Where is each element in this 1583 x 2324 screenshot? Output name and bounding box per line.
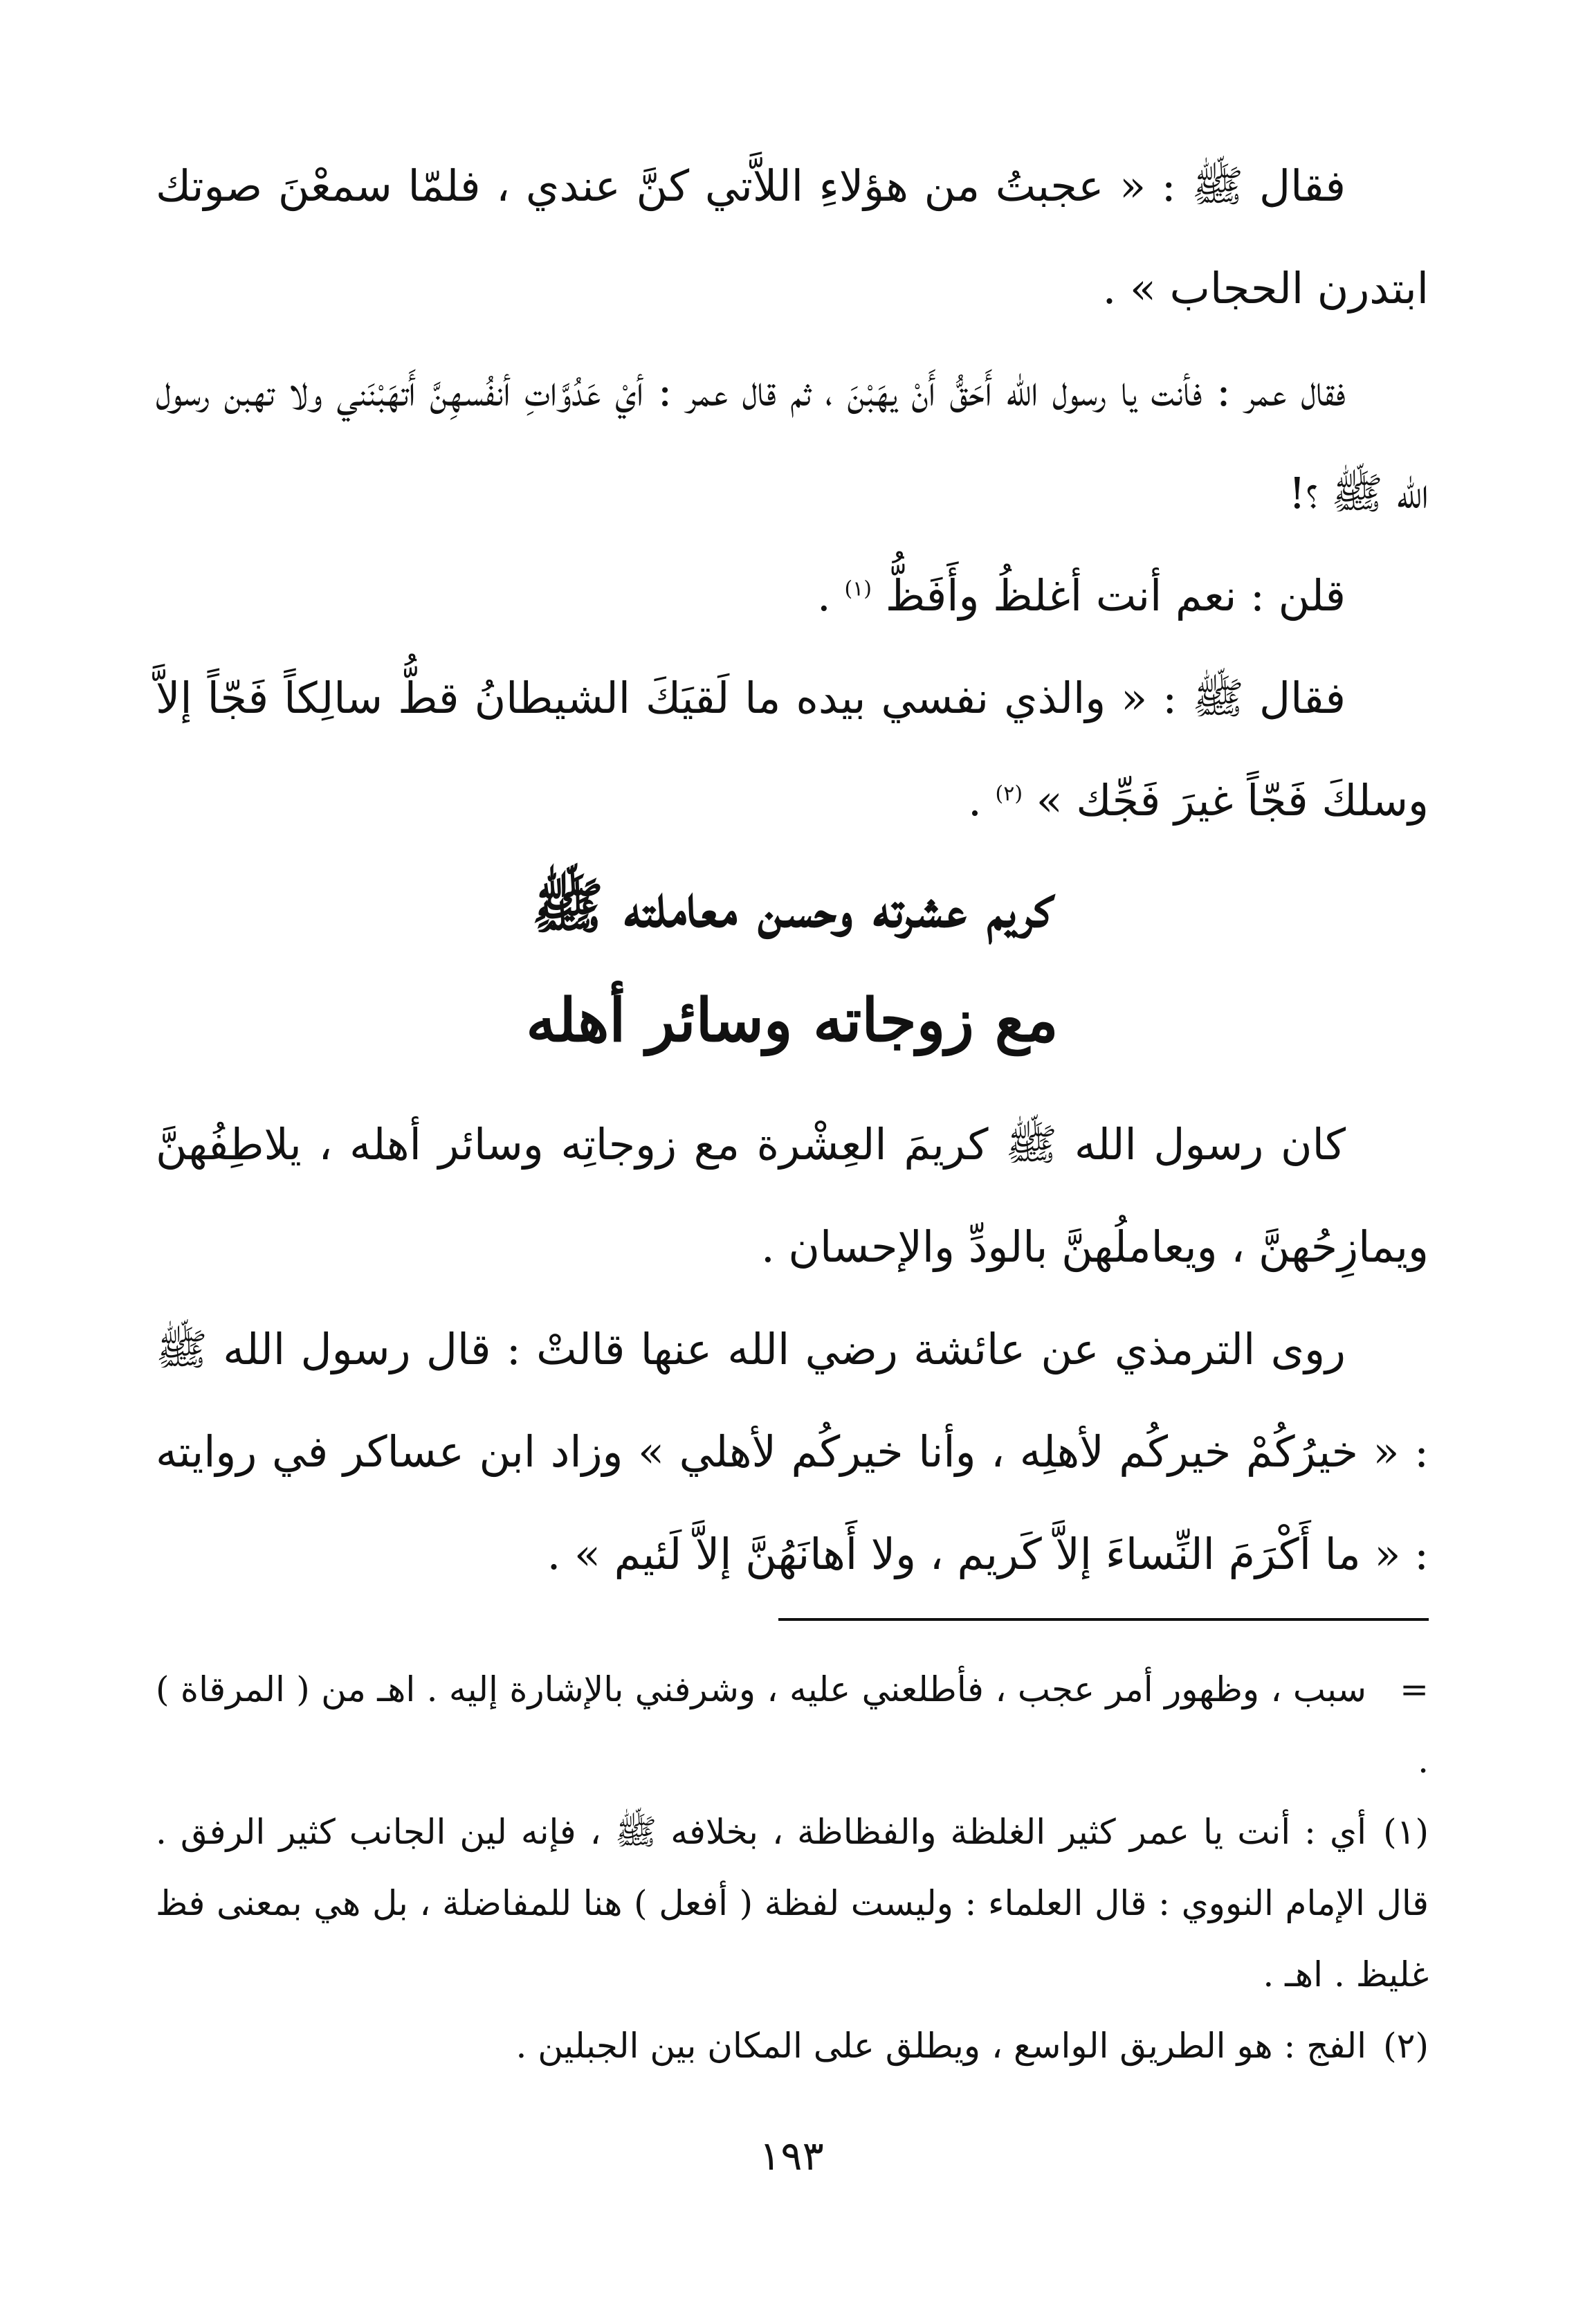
- body-text: [156, 1093, 1429, 1606]
- top-text: [156, 135, 1429, 852]
- fajj-text: فقال ﷺ : « والذي نفسي بيده ما لَقيَكَ الشيطانُ قطُّ سالِكاً فَجّاً إلاَّ وسلكَ فَجّاً غيرَ فَجِّك »: [156, 673, 1429, 826]
- paragraph-qulna: [156, 545, 1429, 647]
- paragraph-hijab: فقال ﷺ : « عجبتُ من هؤلاءِ اللاَّتي كنَّ عندي ، فلمّا سمعْنَ صوتك ابتدرن الحجاب » .: [156, 161, 1429, 314]
- paragraph-tirmidhi: روى الترمذي عن عائشة رضي الله عنها قالتْ : قال رسول الله ﷺ : « خيرُكُمْ خيركُم لأهلِه ، وأنا خيركُم لأهلي » وزاد ابن عساكر في روايته : « ما أَكْرَمَ النِّساءَ إلاَّ كَريم ، ولا أَهانَهُنَّ إلاَّ لَئيم » .: [156, 1324, 1429, 1579]
- paragraph-kind-treatment: كان رسول الله ﷺ كريمَ العِشْرة مع زوجاتِه وسائر أهله ، يلاطِفُهنَّ ويمازِحُهنَّ ، ويعاملُهنَّ بالودِّ والإحسان .: [156, 1119, 1429, 1272]
- footnote-ref-2: (٢): [995, 781, 1023, 806]
- footnote-2: [156, 2010, 1429, 2082]
- footnote-2-text: الفج : هو الطريق الواسع ، ويطلق على المكان بين الجبلين .: [515, 2026, 1366, 2066]
- qulna-end: .: [817, 570, 845, 621]
- continuation-mark: =: [1400, 1669, 1429, 1709]
- paragraph-umar: فقال عمر : فأنت يا رسول الله أَحَقُّ أَنْ يهَبْنَ ، ثم قال عمر : أيْ عَدُوَّاتِ أنفُسهِنَّ أَتهَبْنَني ولا تهبن رسول الله ﷺ ؟!: [156, 365, 1429, 518]
- footnotes: [156, 1654, 1429, 2082]
- footnote-separator: [778, 1618, 1429, 1621]
- qulna-text: قلن : نعم أنت أغلظُ وأَفَظُّ: [885, 570, 1346, 621]
- footnote-ref-1: (١): [844, 577, 872, 601]
- footnote-2-number: (٢): [1383, 2026, 1429, 2066]
- page-number: ١٩٣: [759, 2132, 824, 2179]
- footnote-1: [156, 1797, 1429, 2010]
- paragraph-fajj: [156, 647, 1429, 852]
- section-heading-line-2: مع زوجاته وسائر أهله: [526, 986, 1059, 1055]
- footnote-continuation: [156, 1654, 1429, 1797]
- footnote-1-text: أي : أنت يا عمر كثير الغلظة والفظاظة ، بخلافه ﷺ ، فإنه لين الجانب كثير الرفق . قال الإمام النووي : قال العلماء : وليست لفظة ( أفعل ) هنا للمفاضلة ، بل هي بمعنى فظ غليظ . اهـ .: [156, 1812, 1429, 1995]
- continuation-text: سبب ، وظهور أمر عجب ، فأطلعني عليه ، وشرفني بالإشارة إليه . اهـ من ( المرقاة ) .: [156, 1669, 1429, 1781]
- fajj-end: .: [968, 775, 996, 826]
- footnote-1-number: (١): [1383, 1812, 1429, 1852]
- section-heading-line-1: كريم عشرته وحسن معاملته ﷺ: [531, 871, 1053, 941]
